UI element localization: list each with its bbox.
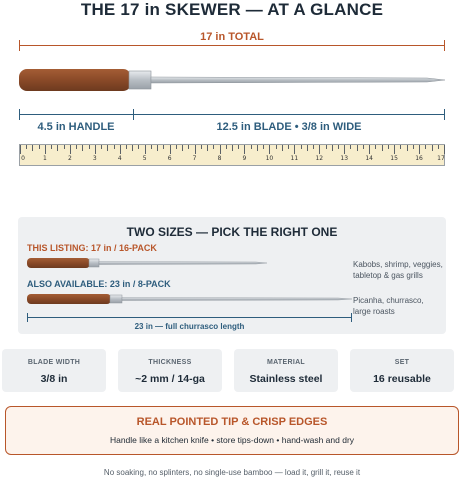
page-title: THE 17 in SKEWER — AT A GLANCE xyxy=(80,0,384,19)
ruler-tick xyxy=(344,145,345,154)
ruler-tick xyxy=(95,145,96,154)
ruler-tick xyxy=(232,145,233,151)
ruler-tick xyxy=(301,145,302,149)
spec-label: THICKNESS xyxy=(148,359,192,366)
listing-note xyxy=(353,259,443,281)
ruler-tick xyxy=(57,145,58,151)
ruler-tick xyxy=(400,145,401,149)
ruler-tick xyxy=(357,145,358,151)
alt-tick-right xyxy=(351,313,352,322)
ruler-tick xyxy=(207,145,208,151)
handle-shape xyxy=(19,69,131,91)
ruler-tick xyxy=(294,145,295,154)
blade-shape xyxy=(151,77,445,83)
ruler-number: 6 xyxy=(167,155,172,162)
listing-label: THIS LISTING: 17 in / 16-PACK xyxy=(27,243,157,253)
ruler-number: 9 xyxy=(242,155,247,162)
ruler-number: 16 xyxy=(415,155,423,162)
ruler-tick xyxy=(45,145,46,154)
sizes-title: TWO SIZES — PICK THE RIGHT ONE xyxy=(126,225,338,239)
ruler-tick xyxy=(39,145,40,149)
ruler-tick xyxy=(170,145,171,154)
ruler-tick xyxy=(70,145,71,154)
ruler-number: 0 xyxy=(21,155,25,162)
tip-title: REAL POINTED TIP & CRISP EDGES xyxy=(136,416,328,428)
ruler-number: 15 xyxy=(390,155,398,162)
alt-note-line-1: Picanha, churrasco, xyxy=(353,296,424,305)
ruler-tick xyxy=(444,145,445,154)
ruler-number: 3 xyxy=(92,155,97,162)
ruler-tick xyxy=(369,145,370,154)
ruler-tick xyxy=(251,145,252,149)
ruler-tick xyxy=(145,145,146,154)
ruler-number: 8 xyxy=(217,155,222,162)
ruler-tick xyxy=(163,145,164,149)
ruler-number: 13 xyxy=(340,155,349,162)
spec-card-blade-width xyxy=(2,349,106,392)
ruler-number: 14 xyxy=(365,155,373,162)
ruler-tick xyxy=(89,145,90,149)
ruler-number: 5 xyxy=(142,155,147,162)
spec-card-set xyxy=(350,349,454,392)
spec-label: MATERIAL xyxy=(266,359,306,366)
alt-length-line xyxy=(27,317,352,318)
spec-label: SET xyxy=(394,359,410,366)
ruler-tick xyxy=(350,145,351,149)
ruler-tick xyxy=(313,145,314,149)
tip-text: Handle like a kitchen knife • store tips-down • hand-wash and dry xyxy=(109,435,355,445)
spec-label: BLADE WIDTH xyxy=(27,359,81,366)
ruler-number: 4 xyxy=(117,155,122,162)
ruler-tick xyxy=(114,145,115,149)
ruler-number: 12 xyxy=(315,155,324,162)
ruler-tick xyxy=(188,145,189,149)
spec-card-material xyxy=(234,349,338,392)
handle-dimension-line xyxy=(19,114,133,115)
total-length-label: 17 in TOTAL xyxy=(200,31,264,43)
spec-value: 3/8 in xyxy=(40,373,68,385)
ruler-tick xyxy=(201,145,202,149)
ruler-tick xyxy=(101,145,102,149)
blade-dimension-line xyxy=(133,114,445,115)
ruler-tick xyxy=(51,145,52,149)
ruler-tick xyxy=(244,145,245,154)
ruler-tick xyxy=(326,145,327,149)
ruler-tick xyxy=(288,145,289,149)
ruler-tick xyxy=(82,145,83,151)
ruler-tick xyxy=(425,145,426,149)
skewer-23in-icon xyxy=(26,292,354,306)
ruler-tick xyxy=(157,145,158,151)
ruler-tick xyxy=(126,145,127,149)
alt-tick-left xyxy=(27,313,28,322)
ruler-number: 10 xyxy=(265,155,274,162)
ruler-tick xyxy=(363,145,364,149)
total-tick-right xyxy=(444,40,445,51)
skewer-17in-icon xyxy=(26,256,268,270)
ruler-tick xyxy=(182,145,183,151)
alt-note xyxy=(353,295,424,317)
blade-tick-right xyxy=(444,109,445,120)
ruler-tick xyxy=(120,145,121,154)
ruler-tick xyxy=(195,145,196,154)
ruler-tick xyxy=(64,145,65,149)
spec-card-thickness xyxy=(118,349,222,392)
ruler-tick xyxy=(407,145,408,151)
alt-length-label: 23 in — full churrasco length xyxy=(134,322,245,331)
ruler-tick xyxy=(388,145,389,149)
ruler-number: 1 xyxy=(43,155,47,162)
ruler-number: 11 xyxy=(290,155,299,162)
spec-value: Stainless steel xyxy=(249,373,323,385)
ruler-tick xyxy=(282,145,283,151)
ruler-tick xyxy=(438,145,439,149)
ruler-tick xyxy=(382,145,383,151)
handle-length-label: 4.5 in HANDLE xyxy=(37,121,115,133)
blade-length-label: 12.5 in BLADE • 3/8 in WIDE xyxy=(216,121,362,133)
ruler-tick xyxy=(32,145,33,151)
skewer-illustration-icon xyxy=(17,66,447,94)
ruler-tick xyxy=(220,145,221,154)
listing-note-line-1: Kabobs, shrimp, veggies, xyxy=(353,260,443,269)
ruler-tick xyxy=(151,145,152,149)
ruler-tick xyxy=(332,145,333,151)
ruler-tick xyxy=(394,145,395,154)
ruler-tick xyxy=(138,145,139,149)
ruler-tick xyxy=(107,145,108,151)
ruler-tick xyxy=(338,145,339,149)
ruler-tick xyxy=(26,145,27,149)
ruler-tick xyxy=(257,145,258,151)
ruler-number: 17 xyxy=(437,155,445,162)
ruler-tick xyxy=(132,145,133,151)
spec-value: 16 reusable xyxy=(373,373,431,385)
handle-tick-left xyxy=(19,109,20,120)
ruler-tick xyxy=(238,145,239,149)
ruler-tick xyxy=(213,145,214,149)
tip-box xyxy=(5,406,459,455)
total-dimension-line xyxy=(19,45,445,46)
ruler-tick xyxy=(419,145,420,154)
ruler-number: 2 xyxy=(67,155,72,162)
ruler-tick xyxy=(307,145,308,151)
alt-note-line-2: large roasts xyxy=(353,307,395,316)
ruler-tick xyxy=(263,145,264,149)
ruler-tick xyxy=(375,145,376,149)
ruler-tick xyxy=(76,145,77,149)
total-tick-left xyxy=(19,40,20,51)
footer-note: No soaking, no splinters, no single-use bamboo — load it, grill it, reuse it xyxy=(103,468,361,477)
ruler-graphic xyxy=(19,144,445,166)
listing-note-line-2: tabletop & gas grills xyxy=(353,271,423,280)
ruler-number: 7 xyxy=(192,155,197,162)
ferrule-shape xyxy=(129,71,151,89)
ruler-tick xyxy=(176,145,177,149)
ruler-tick xyxy=(413,145,414,149)
spec-value: ~2 mm / 14-ga xyxy=(135,373,205,385)
ruler-tick xyxy=(276,145,277,149)
ruler-tick xyxy=(319,145,320,154)
ruler-tick xyxy=(269,145,270,154)
alt-label: ALSO AVAILABLE: 23 in / 8-PACK xyxy=(27,279,171,289)
ruler-tick xyxy=(226,145,227,149)
ruler-tick xyxy=(432,145,433,151)
ruler-tick xyxy=(20,145,21,154)
